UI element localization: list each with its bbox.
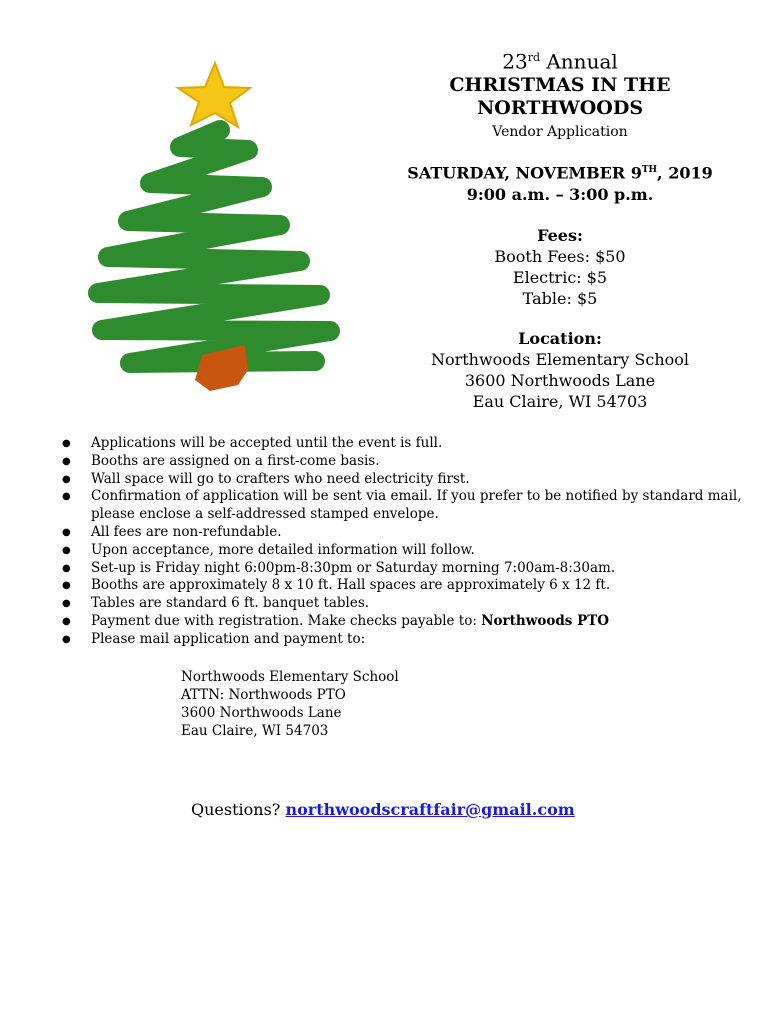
document-subtitle: Vendor Application [492, 123, 628, 140]
event-title-line1: CHRISTMAS IN THE [449, 73, 671, 96]
location-section [390, 328, 730, 412]
list-item-mail: ● Please mail application and payment to: [62, 631, 742, 649]
fee-line: Table: $5 [522, 288, 598, 308]
event-title-line2: NORTHWOODS [476, 96, 644, 119]
christmas-tree-illustration [80, 55, 350, 405]
fee-line: Booth Fees: $50 [494, 246, 626, 266]
fee-line: Electric: $5 [512, 267, 608, 287]
event-header [390, 46, 730, 412]
address-line: Northwoods Elementary School [181, 669, 399, 685]
anniversary-line [390, 46, 730, 74]
fees-section [390, 225, 730, 309]
fees-heading: Fees: [537, 225, 583, 245]
list-item: ● Applications will be accepted until the event is full. [62, 435, 742, 453]
address-line: ATTN: Northwoods PTO [181, 687, 346, 703]
mailing-address [181, 668, 399, 740]
location-heading: Location: [518, 328, 602, 348]
payment-text: Payment due with registration. Make checks payable to: [91, 612, 482, 629]
annual-word: Annual [546, 49, 618, 74]
list-item: ● Set-up is Friday night 6:00pm-8:30pm or Saturday morning 7:00am-8:30am. [62, 560, 742, 578]
list-item: ● Booths are assigned on a first-come basis. [62, 453, 742, 471]
date-year: , 2019 [657, 162, 713, 182]
address-line: Eau Claire, WI 54703 [181, 723, 329, 739]
list-item: ● Wall space will go to crafters who need electricity first. [62, 471, 742, 489]
list-item: ● Confirmation of application will be sent via email. If you prefer to be notified by standard mail, please enclose a self-addressed stamped envelope. [62, 488, 742, 524]
address-line: 3600 Northwoods Lane [181, 705, 342, 721]
location-line: Northwoods Elementary School [430, 349, 690, 369]
list-item: ● All fees are non-refundable. [62, 524, 742, 542]
list-item-payment [62, 613, 742, 631]
event-date [390, 159, 730, 184]
list-item: ● Booths are approximately 8 x 10 ft. Hall spaces are approximately 6 x 12 ft. [62, 577, 742, 595]
star-icon [178, 63, 250, 127]
location-line: 3600 Northwoods Lane [464, 370, 656, 390]
annual-number: 23 [502, 49, 528, 74]
email-link[interactable]: northwoodscraftfair@gmail.com [285, 800, 575, 819]
location-line: Eau Claire, WI 54703 [472, 391, 648, 411]
date-suffix: TH [641, 164, 658, 175]
list-item: ● Tables are standard 6 ft. banquet tables. [62, 595, 742, 613]
questions-label: Questions? [191, 800, 286, 819]
questions-line [191, 799, 575, 821]
date-main: SATURDAY, NOVEMBER 9 [407, 162, 642, 182]
payee-name: Northwoods PTO [481, 612, 610, 629]
annual-suffix: rd [527, 51, 540, 64]
rules-list [62, 435, 742, 649]
list-item: ● Upon acceptance, more detailed information will follow. [62, 542, 742, 560]
event-time: 9:00 a.m. – 3:00 p.m. [466, 184, 654, 204]
christmas-tree-icon [98, 130, 330, 363]
